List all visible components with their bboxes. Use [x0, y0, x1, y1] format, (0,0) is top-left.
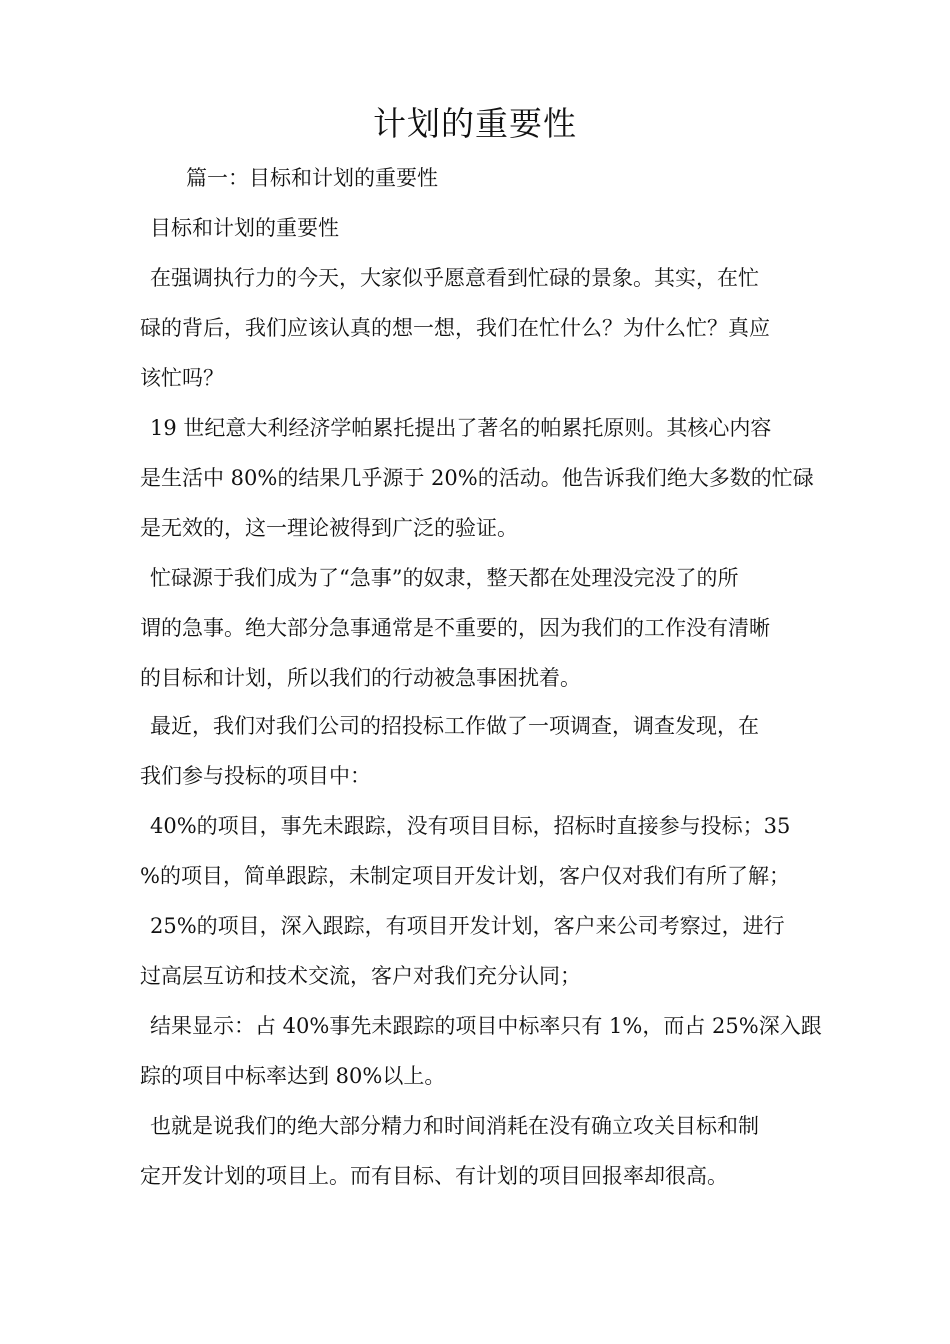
paragraph-line: 踪的项目中标率达到 80%以上。	[140, 1064, 446, 1088]
paragraph-line: %的项目，简单跟踪，未制定项目开发计划，客户仅对我们有所了解；	[140, 864, 790, 888]
paragraph-line: 结果显示：占 40%事先未跟踪的项目中标率只有 1%，而占 25%深入跟	[150, 1014, 822, 1038]
paragraph-line: 定开发计划的项目上。而有目标、有计划的项目回报率却很高。	[140, 1164, 728, 1188]
paragraph-line: 过高层互访和技术交流，客户对我们充分认同；	[140, 964, 581, 988]
paragraph-line: 是生活中 80%的结果几乎源于 20%的活动。他告诉我们绝大多数的忙碌	[140, 466, 814, 490]
paragraph-line: 25%的项目，深入跟踪，有项目开发计划，客户来公司考察过，进行	[150, 914, 785, 938]
paragraph-line: 谓的急事。绝大部分急事通常是不重要的，因为我们的工作没有清晰	[140, 616, 770, 640]
paragraph-line: 也就是说我们的绝大部分精力和时间消耗在没有确立攻关目标和制	[150, 1114, 759, 1138]
document-title: 计划的重要性	[373, 104, 577, 143]
paragraph-line: 40%的项目，事先未跟踪，没有项目目标，招标时直接参与投标；35	[150, 814, 791, 838]
paragraph-line: 我们参与投标的项目中：	[140, 764, 371, 788]
paragraph-line: 19 世纪意大利经济学帕累托提出了著名的帕累托原则。其核心内容	[150, 416, 772, 440]
section-subtitle: 目标和计划的重要性	[150, 216, 339, 240]
paragraph-line: 该忙吗？	[140, 366, 224, 390]
paragraph-line: 是无效的，这一理论被得到广泛的验证。	[140, 516, 518, 540]
paragraph-line: 最近，我们对我们公司的招投标工作做了一项调查，调查发现，在	[150, 714, 759, 738]
paragraph-line: 的目标和计划，所以我们的行动被急事困扰着。	[140, 666, 581, 690]
paragraph-line: 碌的背后，我们应该认真的想一想，我们在忙什么？为什么忙？真应	[140, 316, 770, 340]
paragraph-line: 在强调执行力的今天，大家似乎愿意看到忙碌的景象。其实，在忙	[150, 266, 759, 290]
chapter-heading: 篇一：目标和计划的重要性	[186, 166, 438, 190]
paragraph-line: 忙碌源于我们成为了“急事”的奴隶，整天都在处理没完没了的所	[150, 566, 739, 590]
